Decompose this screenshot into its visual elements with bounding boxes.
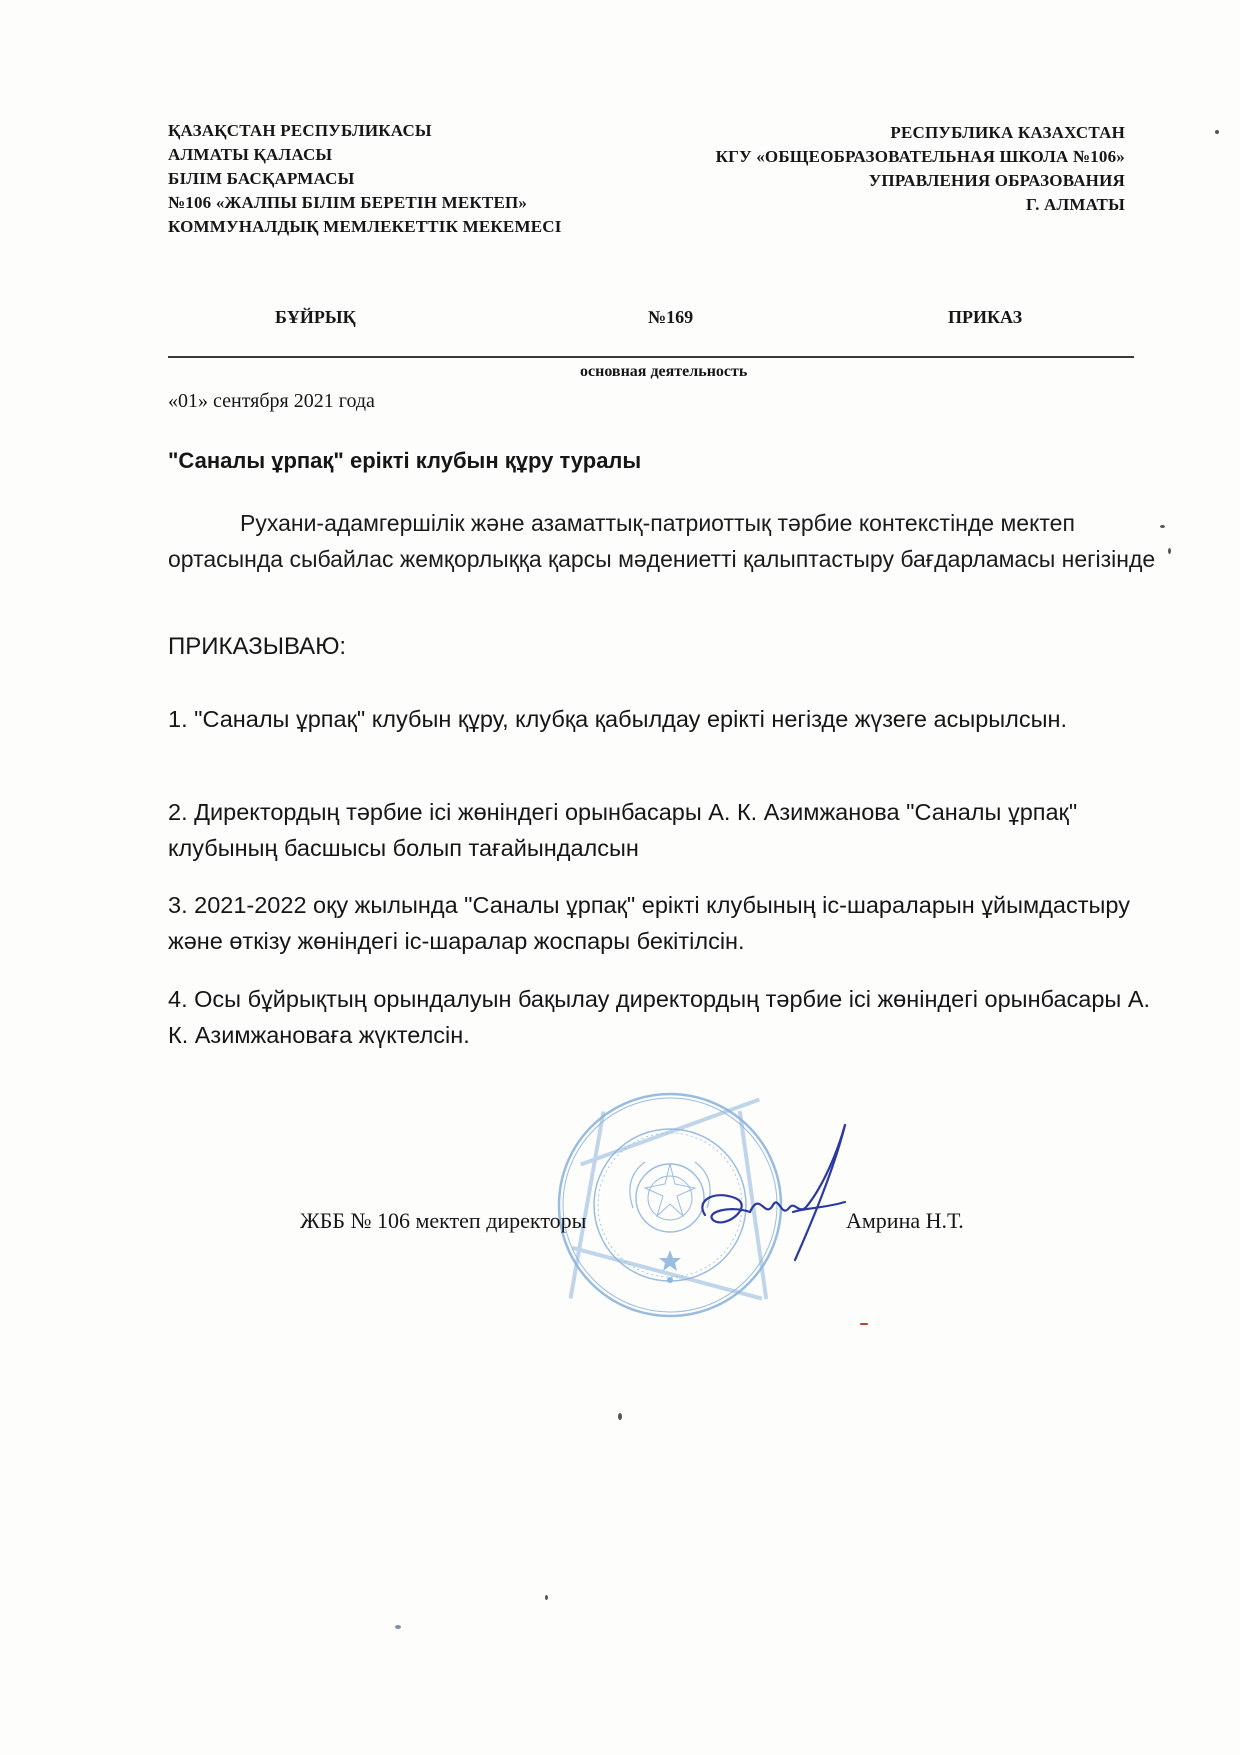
header-divider — [168, 356, 1134, 358]
header-left-line: КОММУНАЛДЫҚ МЕМЛЕКЕТТІК МЕКЕМЕСІ — [168, 217, 562, 236]
header-right-line: УПРАВЛЕНИЯ ОБРАЗОВАНИЯ — [868, 171, 1125, 190]
order-item: 2. Директордың тәрбие ісі жөніндегі орынбасары А. К. Азимжанова "Саналы ұрпақ" клубының басшысы болып тағайындалсын — [168, 799, 1078, 861]
header-right-line: РЕСПУБЛИКА КАЗАХСТАН — [890, 123, 1125, 142]
order-number: №169 — [648, 307, 694, 327]
header-right-block — [716, 121, 1125, 217]
header-left-block — [168, 119, 562, 239]
scan-speck — [1160, 525, 1165, 528]
header-left-line: №106 «ЖАЛПЫ БІЛІМ БЕРЕТІН МЕКТЕП» — [168, 193, 528, 212]
orders-heading: ПРИКАЗЫВАЮ: — [168, 633, 347, 660]
order-date: «01» сентября 2021 года — [168, 390, 375, 412]
scan-speck — [860, 1323, 868, 1325]
signatory-title: ЖББ № 106 мектеп директоры — [300, 1208, 587, 1233]
preamble-paragraph: Рухани-адамгершілік және азаматтық-патриоттық тәрбие контекстінде мектеп ортасында сыбайлас жемқорлыққа қарсы мәдениетті қалыптастыру бағдарламасы негізінде — [168, 510, 1156, 572]
scan-speck — [1215, 130, 1219, 134]
order-label-ru: ПРИКАЗ — [948, 307, 1023, 327]
header-right-line: КГУ «ОБЩЕОБРАЗОВАТЕЛЬНАЯ ШКОЛА №106» — [715, 147, 1125, 166]
order-item: 4. Осы бұйрықтың орындалуын бақылау директордың тәрбие ісі жөніндегі орынбасары А. К. Азимжановаға жүктелсін. — [168, 986, 1151, 1048]
scan-speck — [618, 1413, 622, 1420]
order-label-kz: БҰЙРЫҚ — [275, 307, 356, 327]
header-left-line: АЛМАТЫ ҚАЛАСЫ — [168, 145, 333, 164]
header-left-line: ҚАЗАҚСТАН РЕСПУБЛИКАСЫ — [168, 121, 432, 140]
header-left-line: БІЛІМ БАСҚАРМАСЫ — [168, 169, 355, 188]
signatory-name: Амрина Н.Т. — [846, 1208, 964, 1233]
header-right-line: Г. АЛМАТЫ — [1025, 195, 1125, 214]
scan-speck — [1168, 548, 1171, 554]
handwritten-signature — [695, 1120, 865, 1270]
order-item: 3. 2021-2022 оқу жылында "Саналы ұрпақ" ерікті клубының іс-шараларын ұйымдастыру және өткізу жөніндегі іс-шаралар жоспары бекітілсін. — [168, 892, 1130, 954]
order-item: 1. "Саналы ұрпақ" клубын құру, клубқа қабылдау ерікті негізде жүзеге асырылсын. — [168, 706, 1068, 732]
order-subtitle: основная деятельность — [580, 363, 748, 380]
scan-speck — [545, 1595, 548, 1600]
document-title: "Саналы ұрпақ" ерікті клубын құру туралы — [168, 448, 642, 473]
scan-speck — [395, 1625, 401, 1629]
